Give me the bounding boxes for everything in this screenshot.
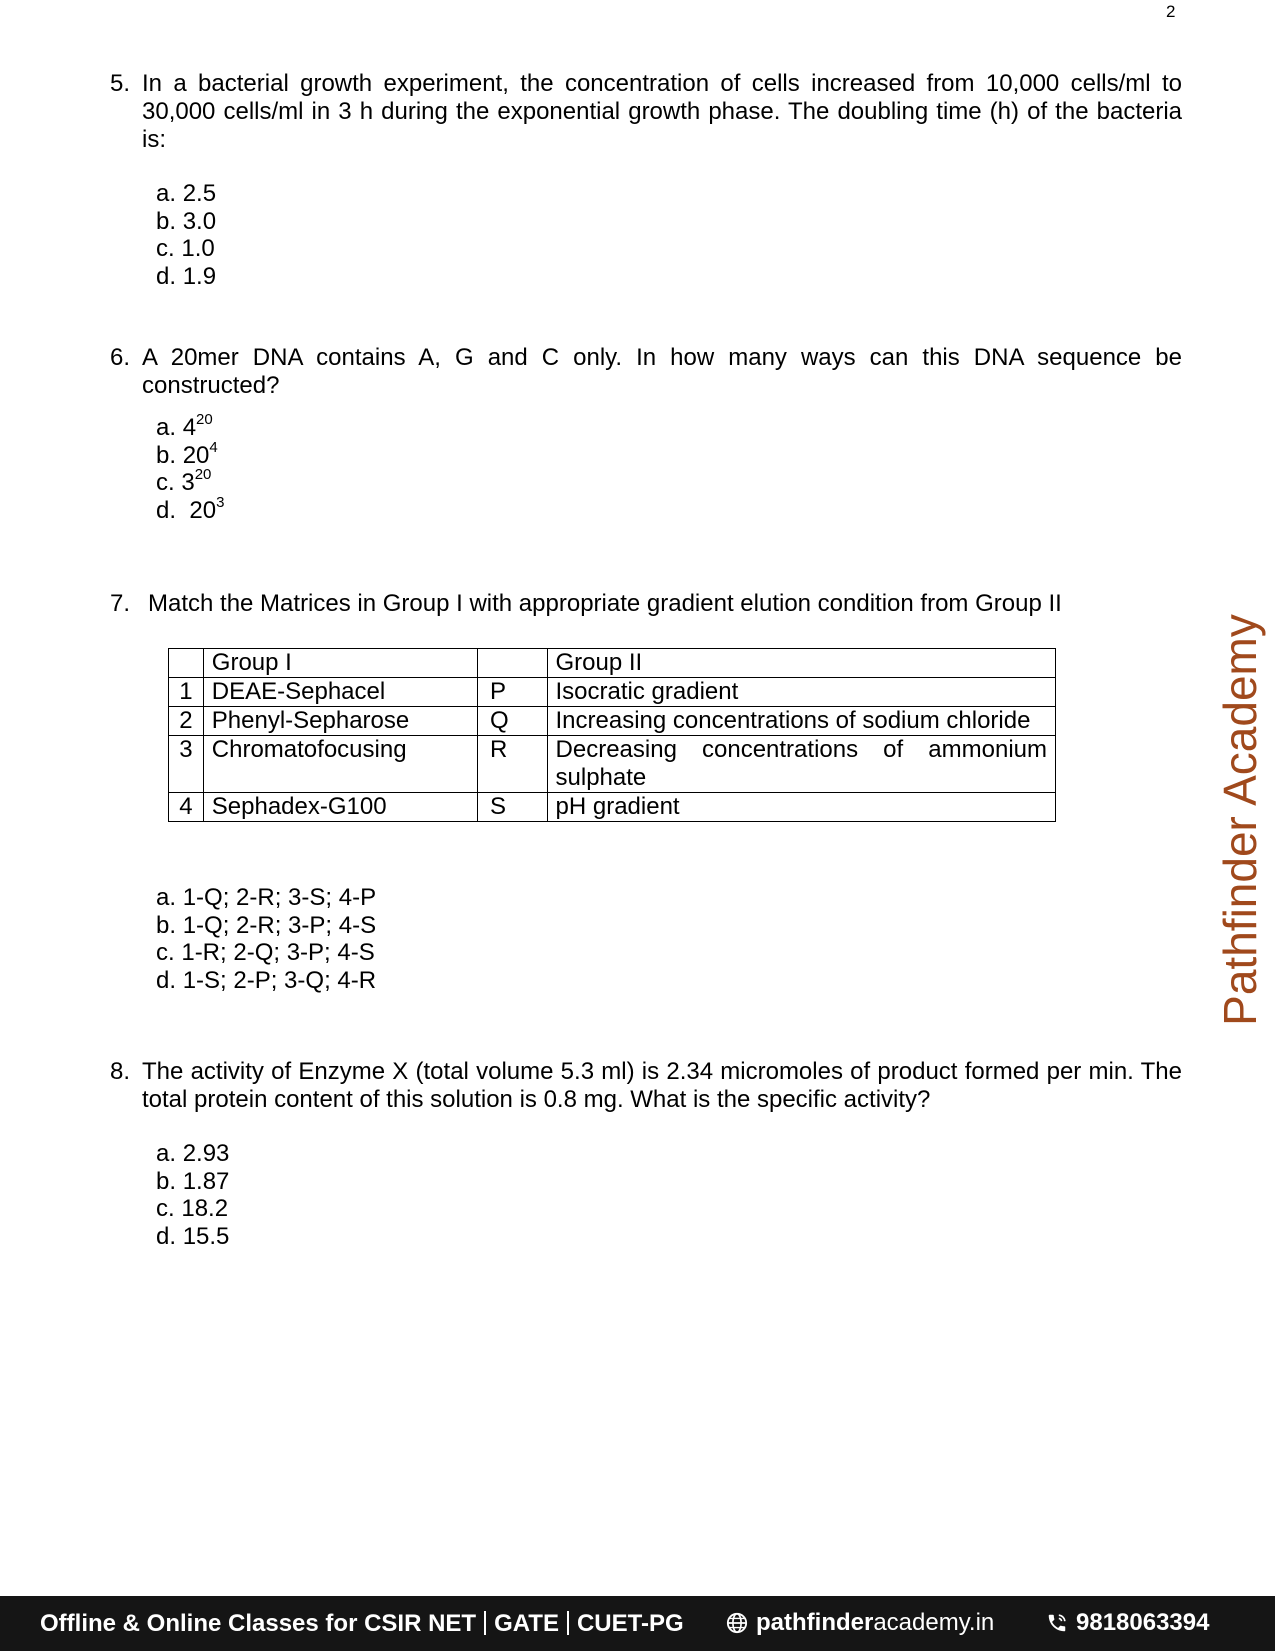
question-number: 8. bbox=[110, 1058, 131, 1085]
question-stem: The activity of Enzyme X (total volume 5.3 ml) is 2.34 micromoles of product formed per min. The total protein content of this solution is 0.8 mg. What is the specific activity? bbox=[142, 1058, 1182, 1113]
question-stem: Match the Matrices in Group I with appropriate gradient elution condition from Group II bbox=[148, 590, 1062, 617]
option-value: 3.0 bbox=[182, 207, 217, 235]
option-b bbox=[156, 912, 1182, 940]
table-cell bbox=[477, 649, 547, 678]
condition-code: S bbox=[477, 793, 547, 822]
question-text bbox=[110, 70, 1182, 154]
option-letter: a. bbox=[156, 180, 177, 207]
option-list bbox=[110, 1140, 1182, 1251]
option-c bbox=[156, 466, 1182, 497]
question-7-options bbox=[110, 884, 1182, 995]
table-row bbox=[169, 793, 1056, 822]
website-domain: academy.in bbox=[873, 1609, 995, 1636]
option-value: 2.93 bbox=[182, 1140, 230, 1167]
option-letter: a. bbox=[156, 884, 177, 911]
option-letter: c. bbox=[156, 1195, 175, 1223]
matrix-name: Sephadex-G100 bbox=[203, 793, 477, 822]
option-value: 1-Q; 2-R; 3-P; 4-S bbox=[182, 911, 377, 939]
condition-code: P bbox=[477, 678, 547, 707]
option-a bbox=[156, 411, 1182, 442]
option-d bbox=[156, 967, 1182, 995]
option-letter: c. bbox=[156, 469, 175, 497]
option-exponent: 20 bbox=[196, 411, 213, 428]
option-letter: d. bbox=[156, 967, 177, 995]
elution-condition: Increasing concentrations of sodium chloride bbox=[547, 707, 1055, 736]
option-exponent: 4 bbox=[209, 438, 218, 456]
option-b bbox=[156, 1168, 1182, 1196]
option-value: 2.5 bbox=[182, 180, 217, 207]
table-row bbox=[169, 678, 1056, 707]
option-b bbox=[156, 208, 1182, 236]
condition-code: Q bbox=[477, 707, 547, 736]
phone-number: 9818063394 bbox=[1076, 1609, 1210, 1636]
table-row bbox=[169, 707, 1056, 736]
option-letter: a. bbox=[156, 414, 177, 441]
option-value: 15.5 bbox=[182, 1223, 230, 1251]
question-number: 5. bbox=[110, 70, 131, 97]
option-c bbox=[156, 235, 1182, 263]
footer-classes bbox=[40, 1610, 684, 1638]
footer-phone[interactable] bbox=[1046, 1609, 1209, 1637]
matrix-name: DEAE-Sephacel bbox=[203, 678, 477, 707]
group-2-header: Group II bbox=[547, 649, 1055, 678]
question-text bbox=[110, 1058, 1182, 1114]
option-letter: b. bbox=[156, 441, 177, 469]
option-d bbox=[156, 263, 1182, 291]
option-value: 1.9 bbox=[182, 263, 217, 291]
option-exponent: 3 bbox=[216, 494, 225, 512]
website-name: pathfinder bbox=[756, 1609, 874, 1636]
footer-exam-cuet: CUET-PG bbox=[576, 1610, 684, 1637]
matrix-name: Chromatofocusing bbox=[203, 736, 477, 793]
option-c bbox=[156, 1195, 1182, 1223]
option-letter: b. bbox=[156, 1167, 177, 1195]
page-number: 2 bbox=[1166, 2, 1176, 21]
option-a bbox=[156, 180, 1182, 208]
option-letter: c. bbox=[156, 939, 175, 967]
option-value: 1-Q; 2-R; 3-S; 4-P bbox=[182, 884, 377, 911]
globe-icon bbox=[726, 1612, 748, 1634]
question-text bbox=[110, 590, 1182, 618]
option-base: 3 bbox=[181, 469, 195, 497]
option-a bbox=[156, 1140, 1182, 1168]
question-number: 6. bbox=[110, 344, 131, 371]
option-base: 20 bbox=[189, 497, 217, 525]
question-stem: In a bacterial growth experiment, the concentration of cells increased from 10,000 cells/ml to 30,000 cells/ml in 3 h during the exponential growth phase. The doubling time (h) of the bacteria is: bbox=[142, 70, 1182, 153]
option-base: 4 bbox=[182, 414, 197, 441]
option-letter: b. bbox=[156, 207, 177, 235]
matching-table bbox=[168, 648, 1056, 822]
row-number: 3 bbox=[169, 736, 204, 793]
row-number: 4 bbox=[169, 793, 204, 822]
option-value: 1.0 bbox=[181, 235, 215, 263]
option-value: 18.2 bbox=[181, 1195, 229, 1223]
phone-icon bbox=[1046, 1612, 1068, 1634]
divider bbox=[484, 1611, 486, 1635]
option-list bbox=[110, 180, 1182, 291]
option-list bbox=[110, 411, 1182, 525]
row-number: 1 bbox=[169, 678, 204, 707]
option-list bbox=[110, 884, 1182, 995]
elution-condition: pH gradient bbox=[547, 793, 1055, 822]
question-text bbox=[110, 344, 1182, 400]
footer-website[interactable] bbox=[726, 1609, 994, 1637]
question-7 bbox=[110, 590, 1182, 618]
table-header-row bbox=[169, 649, 1056, 678]
condition-code: R bbox=[477, 736, 547, 793]
elution-condition: Decreasing concentrations of ammonium sulphate bbox=[547, 736, 1055, 793]
group-1-header: Group I bbox=[203, 649, 477, 678]
option-letter: d. bbox=[156, 1223, 177, 1251]
footer-exam-gate: GATE bbox=[494, 1610, 559, 1637]
footer-classes-text: Offline & Online Classes for CSIR NET bbox=[40, 1610, 477, 1637]
option-b bbox=[156, 438, 1182, 470]
question-5 bbox=[110, 70, 1182, 291]
option-letter: d. bbox=[156, 263, 177, 291]
table-row bbox=[169, 736, 1056, 793]
option-c bbox=[156, 939, 1182, 967]
elution-condition: Isocratic gradient bbox=[547, 678, 1055, 707]
matrix-name: Phenyl-Sepharose bbox=[203, 707, 477, 736]
option-d bbox=[156, 494, 1182, 525]
watermark: Pathfinder Academy bbox=[1214, 614, 1266, 1026]
footer-banner bbox=[0, 1596, 1275, 1651]
row-number: 2 bbox=[169, 707, 204, 736]
option-value: 1-R; 2-Q; 3-P; 4-S bbox=[181, 939, 375, 967]
option-letter: c. bbox=[156, 235, 175, 263]
option-value: 1.87 bbox=[182, 1167, 230, 1195]
question-number: 7. bbox=[110, 590, 131, 617]
divider bbox=[567, 1611, 569, 1635]
option-letter: b. bbox=[156, 911, 177, 939]
question-stem: A 20mer DNA contains A, G and C only. In how many ways can this DNA sequence be constructed? bbox=[142, 344, 1182, 399]
option-letter: a. bbox=[156, 1140, 177, 1167]
option-exponent: 20 bbox=[194, 466, 212, 484]
option-d bbox=[156, 1223, 1182, 1251]
table-cell bbox=[169, 649, 204, 678]
question-8 bbox=[110, 1058, 1182, 1251]
option-letter: d. bbox=[156, 497, 177, 525]
option-value: 1-S; 2-P; 3-Q; 4-R bbox=[182, 967, 377, 995]
option-base: 20 bbox=[182, 441, 210, 469]
question-6 bbox=[110, 344, 1182, 525]
option-a bbox=[156, 884, 1182, 912]
